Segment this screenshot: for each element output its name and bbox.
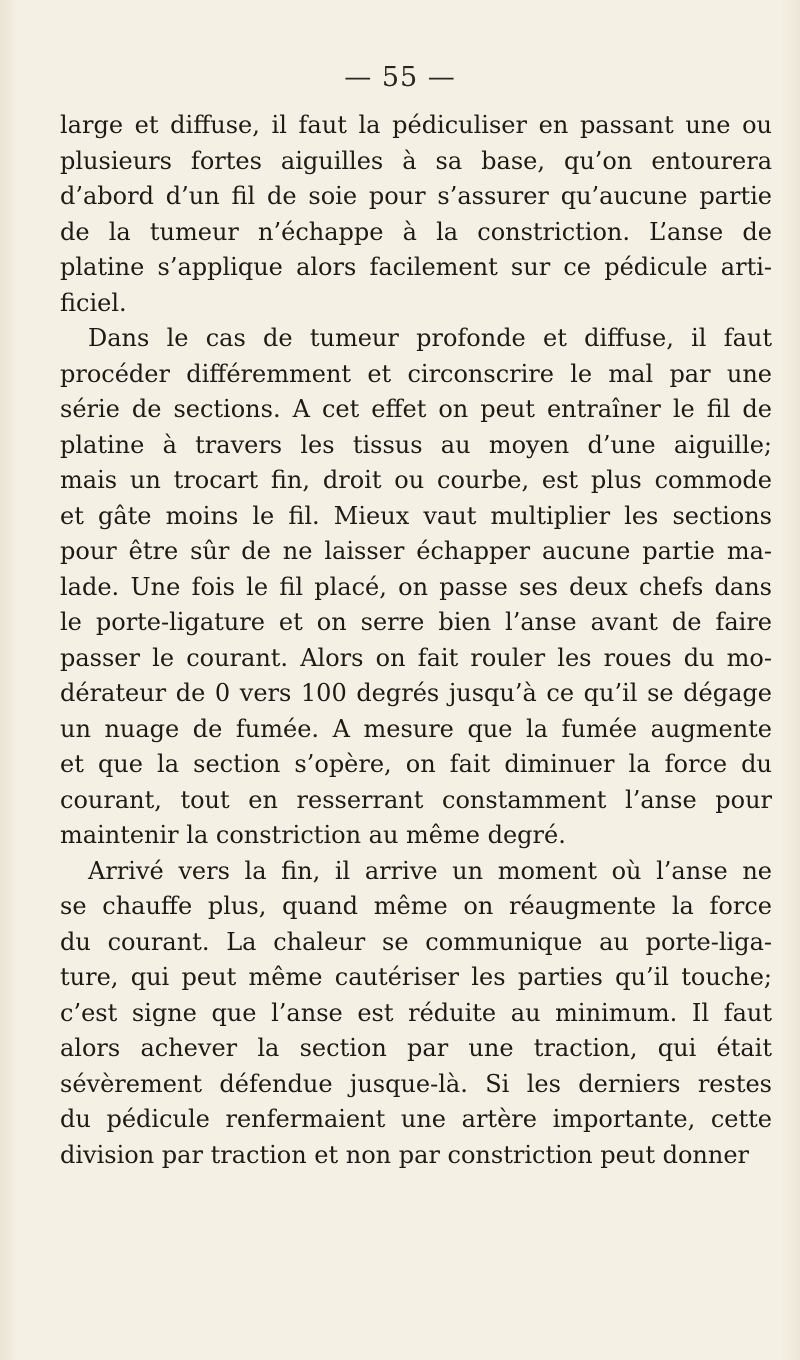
paragraph <box>60 854 772 1174</box>
text-line: Dans le cas de tumeur profonde et diffuse, il faut <box>88 324 772 352</box>
text-line: plusieurs fortes aiguilles à sa base, qu’on entourera <box>60 146 772 175</box>
text-line: se chauffe plus, quand même on réaugmente la force <box>60 892 772 920</box>
text-line: division par traction et non par constriction peut donner <box>60 1140 749 1169</box>
text-line: et que la section s’opère, on fait diminuer la force du <box>60 750 772 778</box>
text-line: mais un trocart fin, droit ou courbe, est plus commode <box>60 466 772 494</box>
text-line: d’abord d’un fil de soie pour s’assurer qu’aucune partie <box>60 182 772 210</box>
text-line: un nuage de fumée. A mesure que la fumée augmente <box>60 714 772 743</box>
text-line: maintenir la constriction au même degré. <box>60 821 566 849</box>
text-line: procéder différemment et circonscrire le mal par une <box>60 359 772 388</box>
text-line: de la tumeur n’échappe à la constriction. L’anse de <box>60 217 772 246</box>
text-line: du courant. La chaleur se communique au porte-liga- <box>60 927 772 956</box>
text-line: ture, qui peut même cautériser les parties qu’il touche; <box>60 963 772 991</box>
text-line: courant, tout en resserrant constamment l’anse pour <box>60 785 772 814</box>
text-line: du pédicule renfermaient une artère importante, cette <box>60 1105 772 1133</box>
text-line: pour être sûr de ne laisser échapper aucune partie ma- <box>60 537 772 565</box>
text-line: large et diffuse, il faut la pédiculiser en passant une ou <box>60 111 772 139</box>
text-line: alors achever la section par une traction, qui était <box>60 1034 772 1062</box>
text-line: ficiel. <box>60 288 127 317</box>
text-line: c’est signe que l’anse est réduite au minimum. Il faut <box>60 998 772 1027</box>
text-line: passer le courant. Alors on fait rouler les roues du mo- <box>60 643 772 672</box>
text-line: platine à travers les tissus au moyen d’une aiguille; <box>60 430 772 459</box>
text-line: et gâte moins le fil. Mieux vaut multiplier les sections <box>60 501 772 530</box>
text-line: dérateur de 0 vers 100 degrés jusqu’à ce qu’il se dégage <box>60 679 772 707</box>
text-line: série de sections. A cet effet on peut entraîner le fil de <box>60 395 772 423</box>
text-line: le porte-ligature et on serre bien l’anse avant de faire <box>60 608 772 636</box>
text-line: Arrivé vers la fin, il arrive un moment où l’anse ne <box>88 856 772 885</box>
text-line: platine s’applique alors facilement sur ce pédicule arti- <box>60 253 772 281</box>
text-line: sévèrement défendue jusque-là. Si les derniers restes <box>60 1069 772 1098</box>
page-number: — 55 — <box>344 62 456 93</box>
body-text <box>60 108 772 1173</box>
paragraph <box>60 108 772 321</box>
text-line: lade. Une fois le fil placé, on passe ses deux chefs dans <box>60 572 772 601</box>
paragraph <box>60 321 772 854</box>
